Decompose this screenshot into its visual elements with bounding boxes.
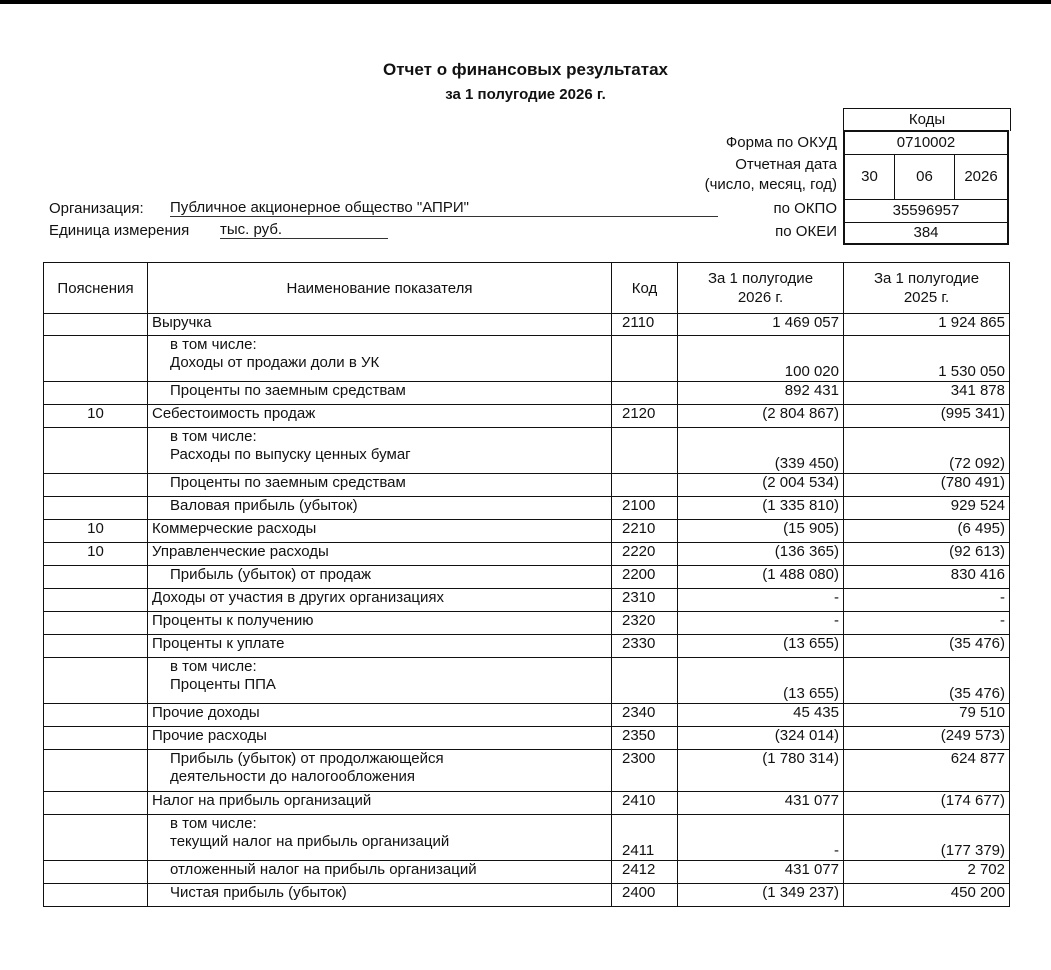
row-name — [148, 497, 612, 520]
col-current-header-2: 2026 г. — [737, 289, 784, 306]
row-note: 10 — [44, 543, 148, 566]
report-date-cells — [845, 155, 1007, 200]
table-row — [44, 612, 1010, 635]
row-previous-value: - — [844, 612, 1010, 635]
table-row — [44, 884, 1010, 907]
row-label: Прибыль (убыток) от продаж — [170, 566, 372, 583]
row-current-value: 431 077 — [678, 861, 844, 884]
row-note — [44, 497, 148, 520]
row-code: 2110 — [612, 314, 678, 336]
row-code: 2330 — [612, 635, 678, 658]
financial-results-table — [43, 262, 1010, 907]
row-note — [44, 861, 148, 884]
row-name — [148, 336, 612, 382]
table-row — [44, 589, 1010, 612]
okpo-label: по ОКПО — [773, 200, 837, 217]
row-code: 2320 — [612, 612, 678, 635]
row-label: Коммерческие расходы — [152, 520, 317, 537]
row-note — [44, 382, 148, 405]
table-row — [44, 497, 1010, 520]
row-label: отложенный налог на прибыль организаций — [170, 861, 477, 878]
row-current-value: 45 435 — [678, 704, 844, 727]
top-border — [0, 0, 1051, 4]
row-previous-value: (72 092) — [844, 428, 1010, 474]
row-label: Проценты к получению — [152, 612, 314, 629]
row-note — [44, 815, 148, 861]
row-previous-value: 1 924 865 — [844, 314, 1010, 336]
codes-header: Коды — [843, 108, 1011, 131]
row-note — [44, 474, 148, 497]
row-name — [148, 314, 612, 336]
row-current-value: (2 004 534) — [678, 474, 844, 497]
row-prefix: в том числе: — [170, 428, 257, 445]
report-title: Отчет о финансовых результатах — [383, 60, 668, 79]
row-code: 2340 — [612, 704, 678, 727]
row-name — [148, 635, 612, 658]
row-previous-value: (249 573) — [844, 727, 1010, 750]
okei-label: по ОКЕИ — [775, 223, 837, 240]
row-name — [148, 861, 612, 884]
row-name — [148, 658, 612, 704]
row-code: 2300 — [612, 750, 678, 792]
row-name — [148, 815, 612, 861]
date-month: 06 — [895, 155, 955, 199]
row-label: Доходы от участия в других организациях — [152, 589, 445, 606]
row-note — [44, 612, 148, 635]
table-row — [44, 314, 1010, 336]
row-previous-value: - — [844, 589, 1010, 612]
row-name — [148, 428, 612, 474]
org-name: Публичное акционерное общество "АПРИ" — [170, 199, 718, 217]
table-row — [44, 543, 1010, 566]
row-current-value: (15 905) — [678, 520, 844, 543]
row-note — [44, 314, 148, 336]
table-header-row — [44, 263, 1010, 314]
row-label: Проценты по заемным средствам — [170, 382, 406, 399]
row-label: Управленческие расходы — [152, 543, 329, 560]
row-previous-value: (177 379) — [844, 815, 1010, 861]
row-label: текущий налог на прибыль организаций — [170, 833, 450, 850]
row-note — [44, 566, 148, 589]
col-current-header-1: За 1 полугодие — [707, 270, 814, 287]
row-label: Валовая прибыль (убыток) — [170, 497, 358, 514]
row-note — [44, 658, 148, 704]
row-code — [612, 382, 678, 405]
row-previous-value: 830 416 — [844, 566, 1010, 589]
row-note: 10 — [44, 520, 148, 543]
row-previous-value: (174 677) — [844, 792, 1010, 815]
table-row — [44, 704, 1010, 727]
row-previous-value: 1 530 050 — [844, 336, 1010, 382]
row-note — [44, 704, 148, 727]
row-code: 2412 — [612, 861, 678, 884]
date-label-2: (число, месяц, год) — [704, 176, 837, 193]
row-note — [44, 428, 148, 474]
row-current-value: (13 655) — [678, 635, 844, 658]
okei-value: 384 — [913, 224, 939, 241]
row-label: Прочие доходы — [152, 704, 260, 721]
row-label: Проценты ППА — [170, 676, 276, 693]
row-previous-value: (35 476) — [844, 635, 1010, 658]
row-name — [148, 589, 612, 612]
row-label: Чистая прибыль (убыток) — [170, 884, 347, 901]
row-name — [148, 474, 612, 497]
table-row — [44, 635, 1010, 658]
col-code-header: Код — [612, 263, 678, 314]
col-previous-header-2: 2025 г. — [903, 289, 950, 306]
row-name — [148, 405, 612, 428]
row-label: Налог на прибыль организаций — [152, 792, 372, 809]
row-note — [44, 792, 148, 815]
col-previous-header — [844, 263, 1010, 314]
row-previous-value: (92 613) — [844, 543, 1010, 566]
table-row — [44, 474, 1010, 497]
table-row — [44, 750, 1010, 792]
row-previous-value: (35 476) — [844, 658, 1010, 704]
row-note — [44, 589, 148, 612]
row-label: Себестоимость продаж — [152, 405, 316, 422]
row-prefix: в том числе: — [170, 658, 257, 675]
row-name — [148, 727, 612, 750]
row-previous-value: 2 702 — [844, 861, 1010, 884]
row-previous-value: 79 510 — [844, 704, 1010, 727]
row-code: 2400 — [612, 884, 678, 907]
row-code — [612, 428, 678, 474]
row-name — [148, 543, 612, 566]
row-note — [44, 336, 148, 382]
row-code — [612, 336, 678, 382]
date-label-1: Отчетная дата — [735, 156, 837, 173]
table-row — [44, 336, 1010, 382]
codes-box — [843, 130, 1009, 245]
table-row — [44, 382, 1010, 405]
row-prefix: в том числе: — [170, 336, 257, 353]
row-note — [44, 750, 148, 792]
row-current-value: (1 335 810) — [678, 497, 844, 520]
row-previous-value: 341 878 — [844, 382, 1010, 405]
row-label: Расходы по выпуску ценных бумаг — [170, 446, 411, 463]
row-label: Доходы от продажи доли в УК — [170, 354, 380, 371]
okud-value: 0710002 — [845, 132, 1007, 155]
org-label: Организация: — [49, 200, 144, 217]
row-name — [148, 792, 612, 815]
date-year: 2026 — [964, 168, 998, 185]
row-previous-value: (780 491) — [844, 474, 1010, 497]
table-row — [44, 727, 1010, 750]
row-current-value: (324 014) — [678, 727, 844, 750]
row-name — [148, 704, 612, 727]
row-current-value: (1 780 314) — [678, 750, 844, 792]
row-name — [148, 520, 612, 543]
table-body — [44, 314, 1010, 907]
row-previous-value: 450 200 — [844, 884, 1010, 907]
row-name — [148, 382, 612, 405]
table-row — [44, 566, 1010, 589]
row-current-value: 1 469 057 — [678, 314, 844, 336]
row-previous-value: 929 524 — [844, 497, 1010, 520]
row-label: Прочие расходы — [152, 727, 267, 744]
row-label-line2: деятельности до налогообложения — [170, 768, 416, 785]
report-period: за 1 полугодие 2026 г. — [445, 86, 606, 103]
row-prefix: в том числе: — [170, 815, 257, 832]
row-code — [612, 474, 678, 497]
table-row — [44, 792, 1010, 815]
row-note — [44, 727, 148, 750]
row-code: 2350 — [612, 727, 678, 750]
row-label: Проценты по заемным средствам — [170, 474, 406, 491]
row-label: Прибыль (убыток) от продолжающейся — [170, 750, 444, 767]
table-row — [44, 658, 1010, 704]
table-row — [44, 428, 1010, 474]
row-code: 2410 — [612, 792, 678, 815]
row-code: 2310 — [612, 589, 678, 612]
table-row — [44, 815, 1010, 861]
okud-label: Форма по ОКУД — [725, 134, 837, 151]
row-current-value: - — [678, 589, 844, 612]
row-previous-value: (6 495) — [844, 520, 1010, 543]
row-name — [148, 566, 612, 589]
row-current-value: - — [678, 612, 844, 635]
row-current-value: 100 020 — [678, 336, 844, 382]
row-name — [148, 884, 612, 907]
okpo-value: 35596957 — [845, 200, 1007, 223]
row-current-value: (1 488 080) — [678, 566, 844, 589]
table-row — [44, 861, 1010, 884]
table-row — [44, 520, 1010, 543]
table-row — [44, 405, 1010, 428]
col-current-header — [678, 263, 844, 314]
row-code: 2100 — [612, 497, 678, 520]
row-current-value: 431 077 — [678, 792, 844, 815]
row-current-value: (13 655) — [678, 658, 844, 704]
date-day: 30 — [845, 155, 895, 199]
row-label: Проценты к уплате — [152, 635, 285, 652]
col-name-header: Наименование показателя — [148, 263, 612, 314]
row-code: 2220 — [612, 543, 678, 566]
row-code: 2210 — [612, 520, 678, 543]
row-previous-value: (995 341) — [844, 405, 1010, 428]
row-note — [44, 635, 148, 658]
row-current-value: (339 450) — [678, 428, 844, 474]
col-notes-header: Пояснения — [44, 263, 148, 314]
row-note: 10 — [44, 405, 148, 428]
row-previous-value: 624 877 — [844, 750, 1010, 792]
row-name — [148, 750, 612, 792]
row-code: 2411 — [612, 815, 678, 861]
row-current-value: (136 365) — [678, 543, 844, 566]
row-code — [612, 658, 678, 704]
row-code: 2120 — [612, 405, 678, 428]
row-name — [148, 612, 612, 635]
row-current-value: (1 349 237) — [678, 884, 844, 907]
row-current-value: 892 431 — [678, 382, 844, 405]
unit-label: Единица измерения — [49, 222, 190, 239]
row-current-value: (2 804 867) — [678, 405, 844, 428]
col-previous-header-1: За 1 полугодие — [873, 270, 980, 287]
row-label: Выручка — [152, 314, 212, 331]
unit-value: тыс. руб. — [220, 221, 388, 239]
row-note — [44, 884, 148, 907]
row-code: 2200 — [612, 566, 678, 589]
row-current-value: - — [678, 815, 844, 861]
